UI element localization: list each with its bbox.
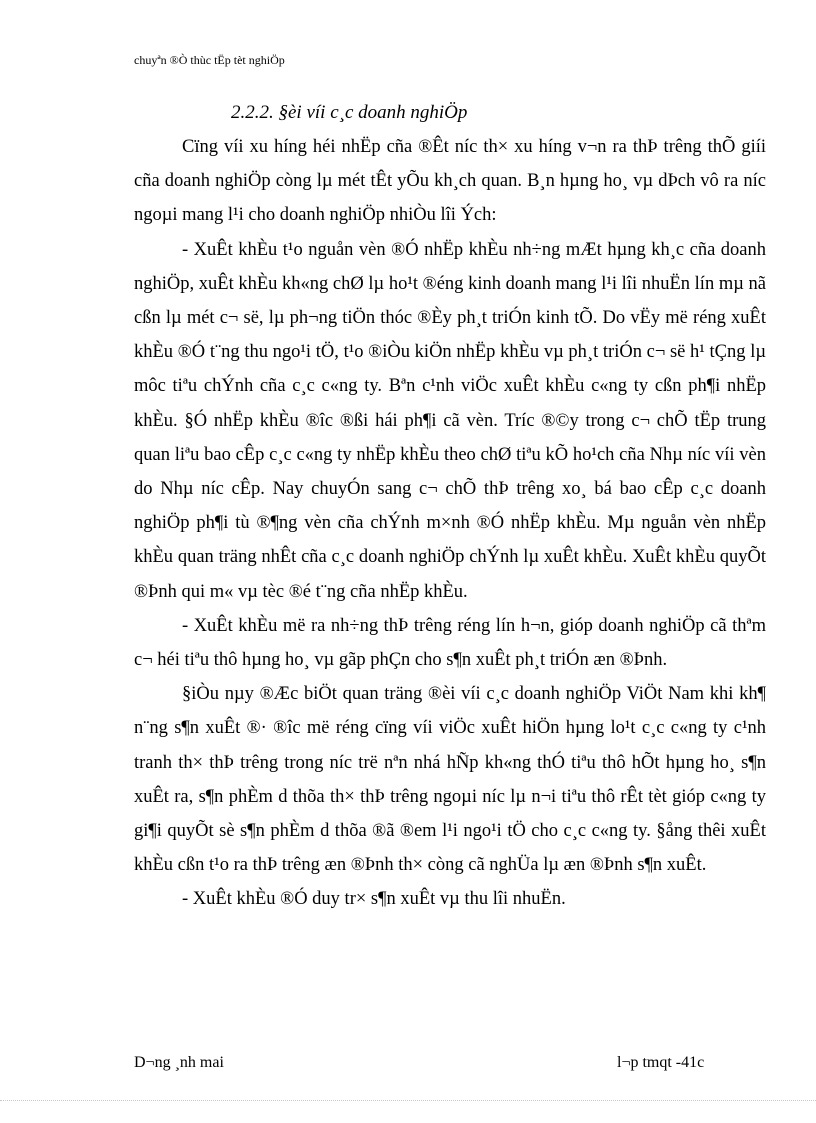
footer-class-code: l¬p tmqt -41c: [617, 1054, 705, 1071]
footer-author: D¬ng ¸nh mai: [134, 1054, 224, 1071]
section-title: 2.2.2. §èi víi c¸c doanh nghiÖp: [231, 102, 468, 123]
paragraph-export-capital: - XuÊt khÈu t¹o nguån vèn ®Ó nhËp khÈu nh÷ng mÆt hµng kh¸c cña doanh nghiÖp, xuÊt khÈu kh«ng chØ lµ ho¹t ®éng kinh doanh mang l¹i lîi nhuËn lín mµ nã cßn lµ mét c¬ së, lµ ph¬ng tiÖn thóc ®Èy ph¸t triÓn kinh tÕ. Do vËy më réng xuÊt khÈu ®Ó t¨ng thu ngo¹i tÖ, t¹o ®iÒu kiÖn nhËp khÈu vµ ph¸t triÓn c¬ së h¹ tÇng lµ môc tiªu chÝnh cña c¸c c«ng ty. Bªn c¹nh viÖc xuÊt khÈu c«ng ty cßn ph¶i nhËp khÈu. §Ó nhËp khÈu ®îc ®ßi hái ph¶i cã vèn. Tríc ®©y trong c¬ chÕ tËp trung quan liªu bao cÊp c¸c c«ng ty nhËp khÈu theo chØ tiªu kÕ ho¹ch cña Nhµ níc víi vèn do Nhµ níc cÊp. Nay chuyÓn sang c¬ chÕ thÞ trêng xo¸ bá bao cÊp c¸c doanh nghiÖp ph¶i tù ®¶ng vèn cña chÝnh m×nh ®Ó nhËp khÈu. Mµ nguån vèn nhËp khÈu quan träng nhÊt cña c¸c doanh nghiÖp chÝnh lµ xuÊt khÈu. XuÊt khÈu quyÕt ®Þnh qui m« vµ tèc ®é t¨ng cña nhËp khÈu.: [134, 239, 766, 602]
footer-divider: [0, 1100, 816, 1101]
running-header: chuyªn ®Ò thùc tËp tèt nghiÖp: [134, 53, 285, 67]
document-body: [134, 130, 766, 917]
paragraph-vietnam-enterprises: §iÒu nµy ®Æc biÖt quan träng ®èi víi c¸c doanh nghiÖp ViÖt Nam khi kh¶ n¨ng s¶n xuÊt ®· ®îc më réng cïng víi viÖc xuÊt hiÖn hµng lo¹t c¸c c«ng ty c¹nh tranh th× thÞ trêng trong níc trë nªn nhá hÑp kh«ng thÓ tiªu thô hÕt hµng ho¸ s¶n xuÊt ra, s¶n phÈm d thõa th× thÞ trêng ngoµi níc lµ n¬i tiªu thô rÊt tèt gióp c«ng ty gi¶i quyÕt sè s¶n phÈm d thõa ®ã ®em l¹i ngo¹i tÖ cho c¸c c«ng ty. §ång thêi xuÊt khÈu cßn t¹o ra thÞ trêng æn ®Þnh th× còng cã nghÜa lµ æn ®Þnh s¶n xuÊt.: [134, 684, 766, 876]
paragraph-export-markets: - XuÊt khÈu më ra nh÷ng thÞ trêng réng lín h¬n, gióp doanh nghiÖp cã thªm c¬ héi tiªu thô hµng ho¸ vµ gãp phÇn cho s¶n xuÊt ph¸t triÓn æn ®Þnh.: [134, 615, 766, 671]
paragraph-export-profit: - XuÊt khÈu ®Ó duy tr× s¶n xuÊt vµ thu lîi nhuËn.: [182, 889, 566, 910]
paragraph-intro: Cïng víi xu híng héi nhËp cña ®Êt níc th× xu híng v¬n ra thÞ trêng thÕ giíi cña doanh nghiÖp còng lµ mét tÊt yÕu kh¸ch quan. B¸n hµng ho¸ vµ dÞch vô ra níc ngoµi mang l¹i cho doanh nghiÖp nhiÒu lîi Ých:: [134, 137, 766, 226]
